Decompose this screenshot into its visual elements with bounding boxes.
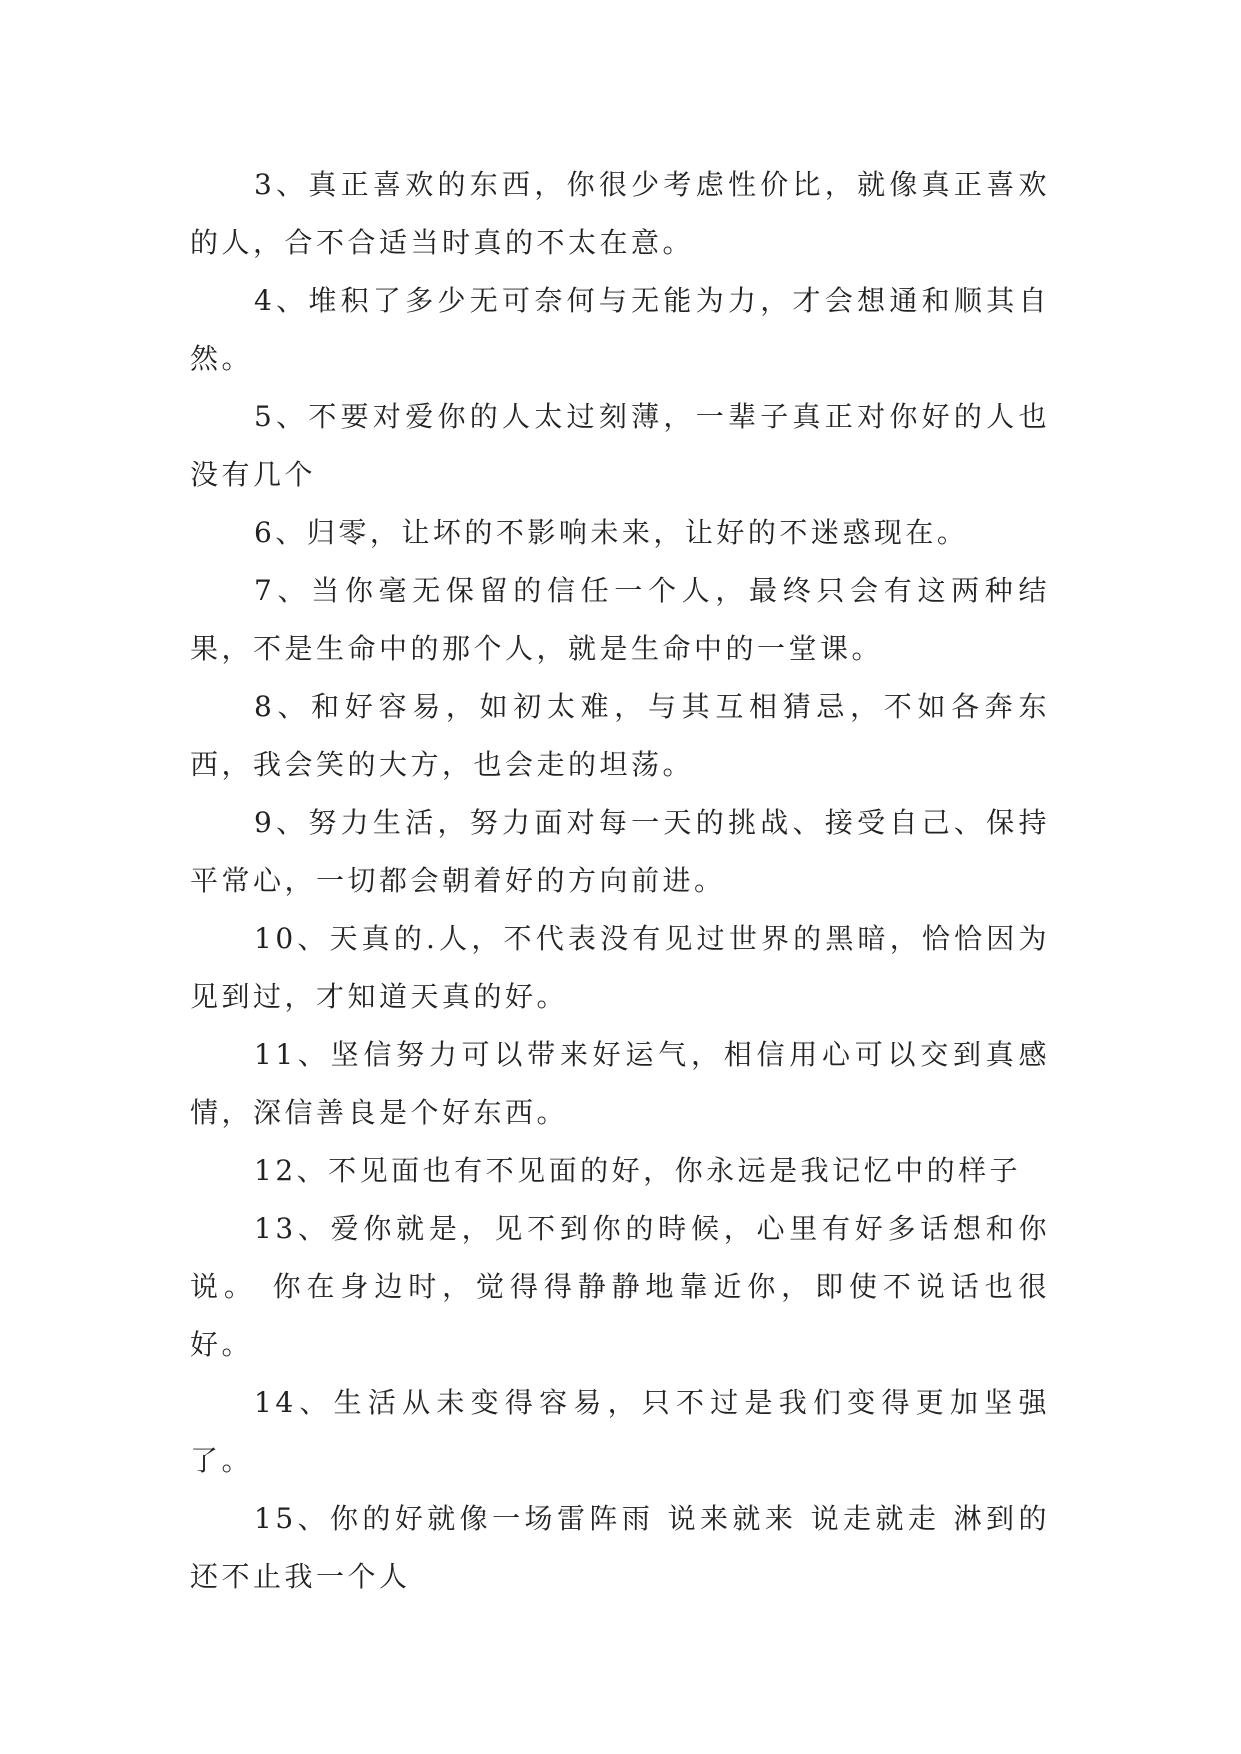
paragraph-6: 6、归零，让坏的不影响未来，让好的不迷惑现在。 [254,516,969,549]
document-body [190,156,1050,1606]
paragraph-5: 5、不要对爱你的人太过刻薄，一辈子真正对你好的人也没有几个 [190,400,1050,491]
paragraph-9: 9、努力生活，努力面对每一天的挑战、接受自己、保持平常心，一切都会朝着好的方向前进。 [190,806,1050,897]
paragraph-11: 11、坚信努力可以带来好运气，相信用心可以交到真感情，深信善良是个好东西。 [190,1038,1050,1129]
paragraph-8: 8、和好容易，如初太难，与其互相猜忌，不如各奔东西，我会笑的大方，也会走的坦荡。 [190,690,1050,781]
paragraph-4: 4、堆积了多少无可奈何与无能为力，才会想通和顺其自然。 [190,284,1050,375]
paragraph-12: 12、不见面也有不见面的好，你永远是我记忆中的样子 [254,1154,1022,1187]
paragraph-3: 3、真正喜欢的东西，你很少考虑性价比，就像真正喜欢的人，合不合适当时真的不太在意。 [190,168,1050,259]
paragraph-10: 10、天真的.人，不代表没有见过世界的黑暗，恰恰因为见到过，才知道天真的好。 [190,922,1050,1013]
paragraph-14: 14、生活从未变得容易，只不过是我们变得更加坚强了。 [190,1386,1050,1477]
paragraph-7: 7、当你毫无保留的信任一个人，最终只会有这两种结果，不是生命中的那个人，就是生命中的一堂课。 [190,574,1050,665]
paragraph-13: 13、爱你就是，见不到你的時候，心里有好多话想和你说。 你在身边时，觉得得静静地靠近你，即使不说话也很好。 [190,1212,1050,1361]
paragraph-15: 15、你的好就像一场雷阵雨 说来就来 说走就走 淋到的还不止我一个人 [190,1502,1050,1593]
